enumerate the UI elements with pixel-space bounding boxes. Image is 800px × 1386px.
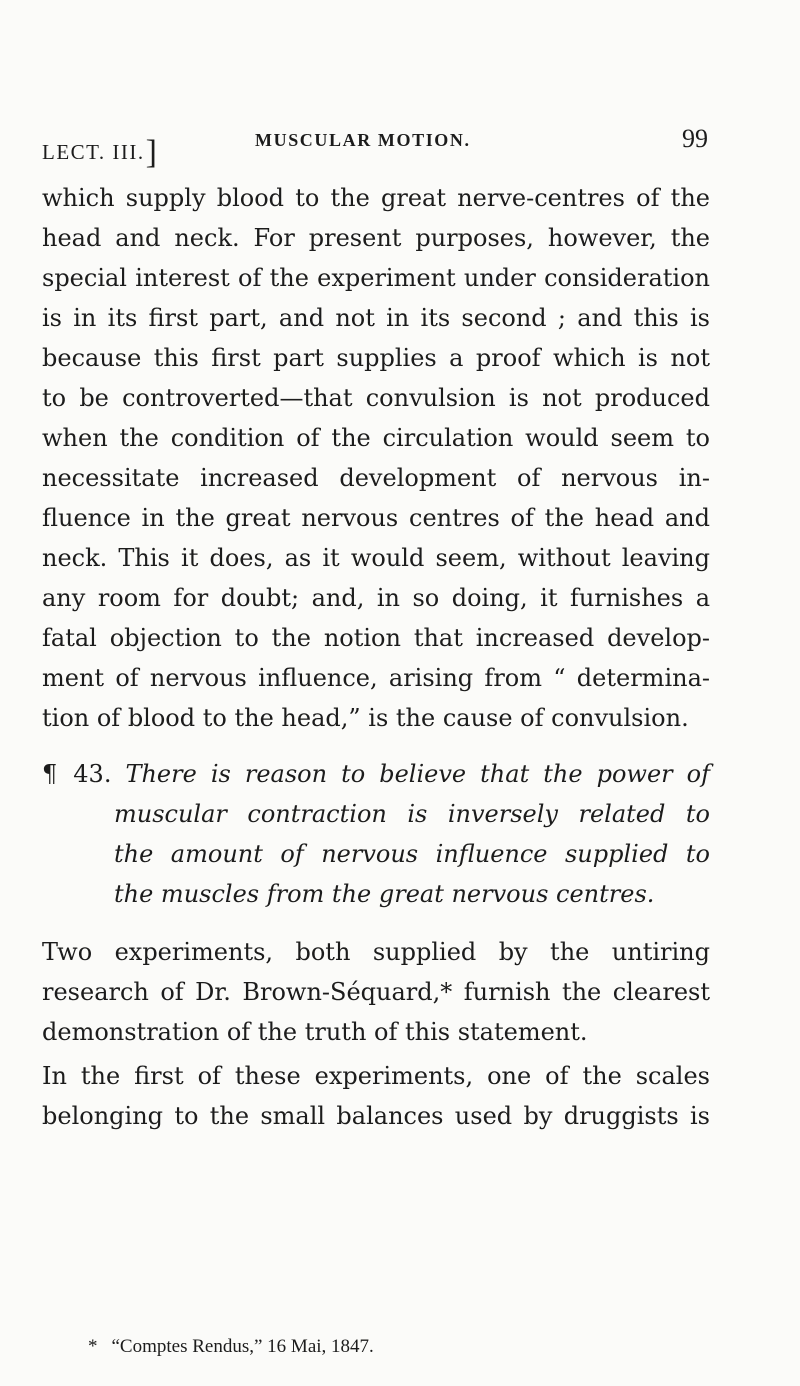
page-number: 99 xyxy=(682,124,708,153)
running-title: MUSCULAR MOTION. xyxy=(255,130,471,150)
text-line: research of Dr. Brown-Séquard,* furnish the clearest xyxy=(42,978,710,1006)
text-line: In the first of these experiments, one of the scales xyxy=(42,1062,710,1090)
text-line: neck. This it does, as it would seem, without leaving xyxy=(42,544,710,572)
body-text xyxy=(42,178,710,1136)
text-line: to be controverted—that convulsion is not produced xyxy=(42,384,710,412)
lecture-label: LECT. III.] xyxy=(42,134,159,171)
heading-line: muscular contraction is inversely related to xyxy=(114,800,710,828)
text-line: any room for doubt; and, in so doing, it furnishes a xyxy=(42,584,710,612)
heading-line: the muscles from the great nervous centres. xyxy=(114,880,655,908)
text-line: ment of nervous influence, arising from “ determina- xyxy=(42,664,710,692)
section-heading xyxy=(42,754,710,914)
text-line: necessitate increased development of nervous in- xyxy=(42,464,710,492)
heading-text: There is reason to believe that the power of xyxy=(125,760,710,788)
pilcrow-mark: ¶ xyxy=(42,760,58,788)
heading-line xyxy=(42,754,710,794)
text-line: which supply blood to the great nerve-centres of the xyxy=(42,184,710,212)
footnote-marker: * xyxy=(88,1336,98,1357)
text-line: fluence in the great nervous centres of the head and xyxy=(42,504,710,532)
text-line: fatal objection to the notion that increased develop- xyxy=(42,624,710,652)
running-header xyxy=(0,118,800,171)
paragraph xyxy=(42,932,710,1052)
text-line: demonstration of the truth of this statement. xyxy=(42,1018,588,1046)
paragraph xyxy=(42,1056,710,1136)
footnote xyxy=(88,1336,374,1358)
header-bracket: ] xyxy=(145,134,159,171)
text-line: Two experiments, both supplied by the untiring xyxy=(42,938,710,966)
heading-line: the amount of nervous influence supplied to xyxy=(114,840,710,868)
footnote-text: “Comptes Rendus,” 16 Mai, 1847. xyxy=(111,1336,374,1357)
text-line: when the condition of the circulation would seem to xyxy=(42,424,710,452)
text-line: head and neck. For present purposes, however, the xyxy=(42,224,710,252)
text-line: tion of blood to the head,” is the cause of convulsion. xyxy=(42,704,689,732)
text-line: because this first part supplies a proof which is not xyxy=(42,344,710,372)
text-line: is in its first part, and not in its second ; and this is xyxy=(42,304,710,332)
paragraph-continuation xyxy=(42,178,710,738)
text-line: special interest of the experiment under consideration xyxy=(42,264,710,292)
text-line: belonging to the small balances used by druggists is xyxy=(42,1102,710,1130)
section-number: 43. xyxy=(73,760,112,788)
